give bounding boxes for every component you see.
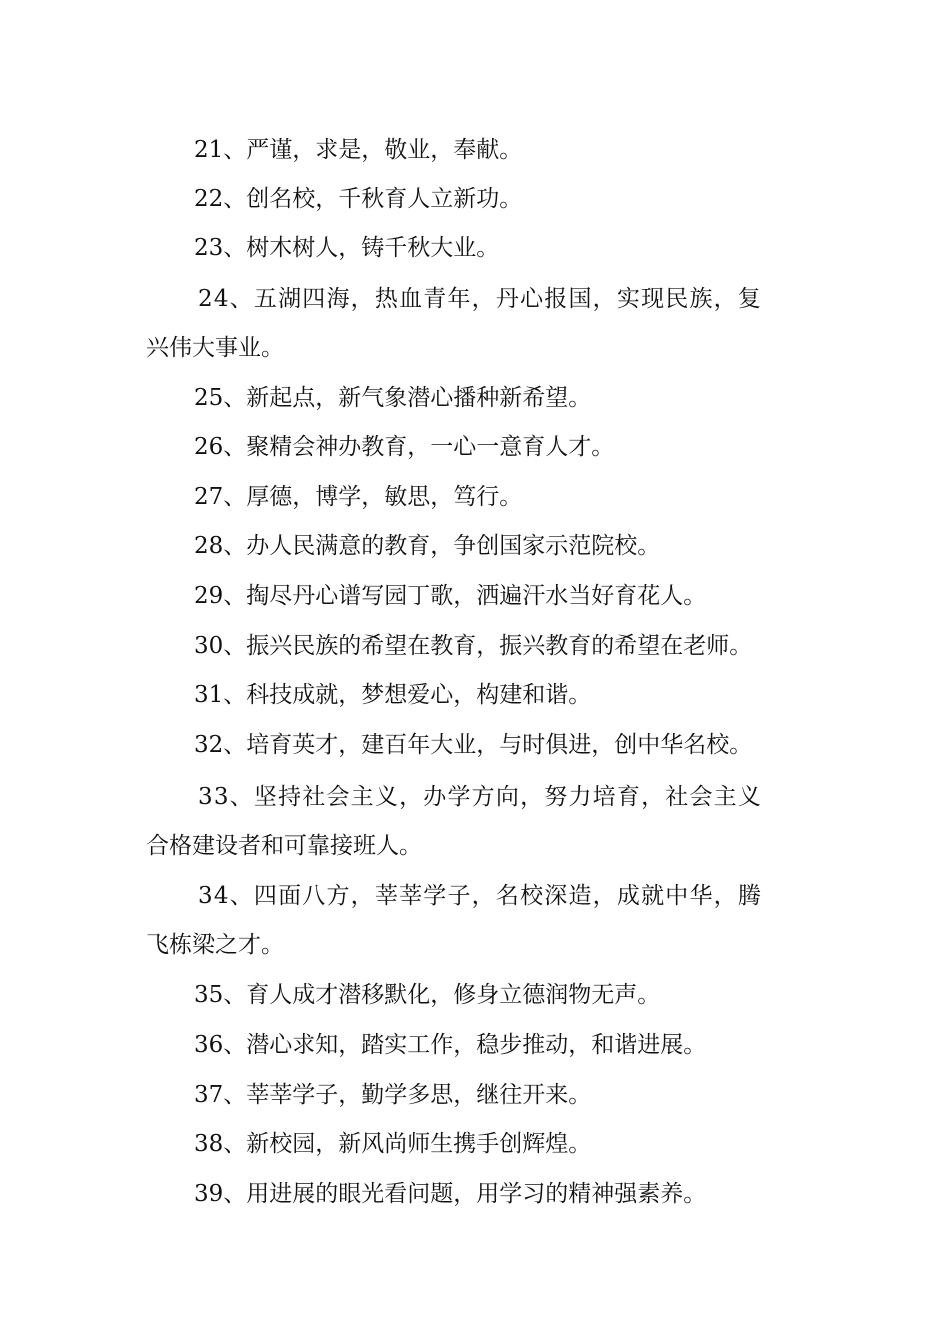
item-text: 27、厚德，博学，敏思，笃行。 xyxy=(194,484,523,510)
item-text: 24、五湖四海，热血青年，丹心报国，实现民族，复 xyxy=(198,286,763,312)
item-text-continued: 兴伟大事业。 xyxy=(146,335,284,361)
item-text-continued: 合格建设者和可靠接班人。 xyxy=(146,833,422,859)
item-text: 35、育人成才潜移默化，修身立德润物无声。 xyxy=(194,982,661,1008)
item-text-continued: 飞栋梁之才。 xyxy=(146,932,284,958)
item-text: 28、办人民满意的教育，争创国家示范院校。 xyxy=(194,533,661,559)
item-text: 34、四面八方，莘莘学子，名校深造，成就中华，腾 xyxy=(198,883,763,909)
item-text: 31、科技成就，梦想爱心，构建和谐。 xyxy=(194,682,592,708)
item-text: 38、新校园，新风尚师生携手创辉煌。 xyxy=(194,1131,592,1157)
item-text: 37、莘莘学子，勤学多思，继往开来。 xyxy=(194,1082,592,1108)
item-text: 23、树木树人，铸千秋大业。 xyxy=(194,235,500,261)
item-text: 32、培育英才，建百年大业，与时俱进，创中华名校。 xyxy=(194,732,753,758)
item-text: 26、聚精会神办教育，一心一意育人才。 xyxy=(194,434,615,460)
item-text: 21、严谨，求是，敬业，奉献。 xyxy=(194,137,523,163)
item-text: 36、潜心求知，踏实工作，稳步推动，和谐进展。 xyxy=(194,1032,707,1058)
item-text: 39、用进展的眼光看问题，用学习的精神强素养。 xyxy=(194,1181,707,1207)
item-text: 25、新起点，新气象潜心播种新希望。 xyxy=(194,385,592,411)
item-text: 30、振兴民族的希望在教育，振兴教育的希望在老师。 xyxy=(194,633,753,659)
item-text: 22、创名校，千秋育人立新功。 xyxy=(194,186,523,212)
item-text: 33、坚持社会主义，办学方向，努力培育，社会主义 xyxy=(198,784,763,810)
item-text: 29、掏尽丹心谱写园丁歌，洒遍汗水当好育花人。 xyxy=(194,583,707,609)
